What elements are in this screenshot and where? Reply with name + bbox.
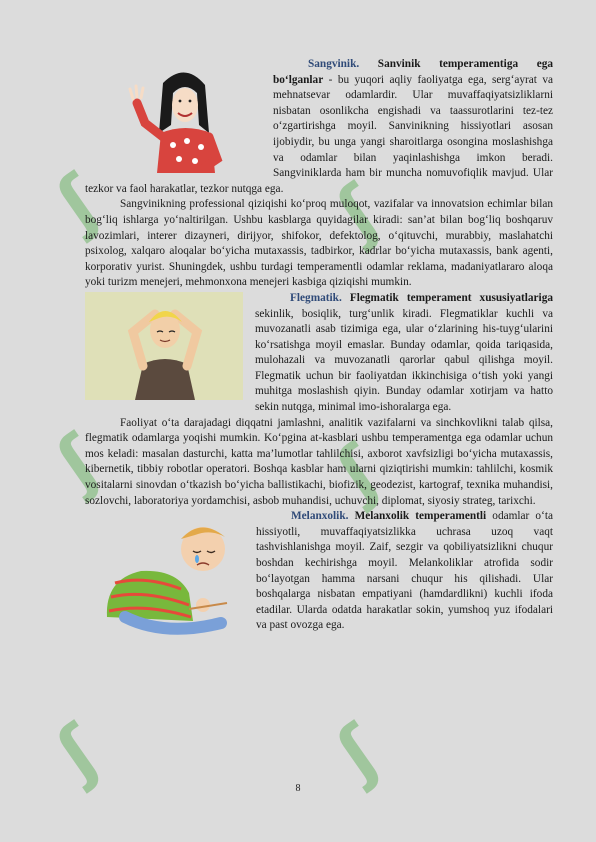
svg-text:ʃ: ʃ <box>42 420 114 504</box>
svg-text:ʃ: ʃ <box>322 170 394 254</box>
melancholic-heading: Melanxolik. <box>291 510 349 523</box>
sanguine-text: - bu yuqori aqliy faoliyatga ega, serg‘ayrat va mehnatsevar odamlardir. Ular muvaffaqiyatsizliklarni nisbatan osonlikcha engishadi va taassurotlarini tez-tez o‘zgartirishga moyil. Sanvinikning hissiyotlari asosan ijobiydir, bu unga yangi sharoitlarga osongina moslashishga va odamlar bilan yaqinlashishga imkon beradi. Sangviniklarda ham bir muncha nomuvofiqlik mavjud. Ular tezkor va faol harakatlar, tezkor nutqga ega. <box>85 73 553 195</box>
phlegmatic-man-illustration <box>85 292 243 400</box>
phlegmatic-heading: Flegmatik. <box>290 291 342 304</box>
sanguine-heading: Sangvinik. <box>308 58 360 70</box>
sanguine-bold-lead: Sanvinik temperamentiga ega bo‘lganlar <box>273 58 554 86</box>
sanguine-girl-illustration <box>115 63 245 173</box>
sanguine-paragraph-2: Sangvinikning professional qiziqishi ko‘proq muloqot, vazifalar va innovatsion echimlar bilan bog‘liq ishlarga yo‘naltirilgan. Ushbu kasblarga quyidagilar kiradi: san’at bilan bog‘liq boshqaruv lavozimlari, interer dizayneri, dirijyor, shifokor, defektolog, o‘qituvchi, murabbiy, maslahatchi psixolog, xalqaro aloqalar bo‘yicha mutaxassis, tadbirkor, kadrlar bo‘yicha mutaxassis, bank agenti, korporativ yurist. Shuningdek, ushbu turdagi temperamentli odamlar reklama, madaniyatlararo aloqa yoki turizm menejeri, mehmonxona menejeri kasbiga qiziqishi mumkin. <box>85 198 553 289</box>
svg-text:ʃ: ʃ <box>42 710 114 794</box>
page-number: 8 <box>295 783 301 794</box>
svg-text:ʃ: ʃ <box>42 160 114 244</box>
phlegmatic-text: sekinlik, bosiqlik, turg‘unlik kiradi. Flegmatiklar kuchli va muvozanatli asab tizimiga ega, ular o‘zlarining his-tuyg‘ularini ko‘rsatishga moyil emaslar. Bunday odamlar, qoida tariqasida, mulohazali va muvozanatli qarorlar qabul qilishga moyil. Flegmatik uchun bir faoliyatdan ikkinchisiga o‘tish yoki yangi muhitga moslashish qiyin. Bunday odamlar xotirjam va hatto sekin nutqga, minimal imo-ishoralarga ega. <box>255 307 553 414</box>
phlegmatic-bold-lead: Flegmatik temperament xususiyatlariga <box>349 291 553 304</box>
document-body <box>85 57 553 641</box>
svg-text:ʃ: ʃ <box>322 430 394 514</box>
phlegmatic-paragraph-2: Faoliyat o‘ta darajadagi diqqatni jamlashni, analitik vazifalarni va sinchkovlikni talab qilsa, flegmatik odamlarga yoqishi mumkin. Ko‘pgina at-kasblari ushbu temperamentga ega odamlar uchun mos keladi: masalan dasturchi, katta ma’lumotlar tahlilchisi, axborot xavfsizligi bo‘yicha mutaxassis, kibernetik, tibbiy robotlar operatori. Boshqa kasblar ham ularni qiziqtirishi mumkin: tahlilchi, kosmik vositalarni sinovdan o‘tkazish bo‘yicha ballistikachi, biofizik, geodezist, kartograf, texnika muhandisi, sozlovchi, laboratoriya yordamchisi, asbob muhandisi, uchuvchi, diplomat, siyosiy strateg, tarixchi. <box>85 416 553 507</box>
melancholic-bold-lead: Melanxolik temperamentli <box>354 510 487 523</box>
melancholic-child-illustration <box>85 509 240 639</box>
melancholic-text: odamlar o‘ta hissiyotli, muvaffaqiyatsizlikka uchrasa uzoq vaqt tashvishlanishga moyil. Zaif, sezgir va qobiliyatsizlikni chuqur boshdan kechirishga moyil. Melankoliklar atrofida sodir bo‘layotgan hamma narsani chuqur his qilishadi. Ular boshqalarga nisbatan empatiyani (hamdardlikni) kuchli ifoda etadilar. Ularda odatda harakatlar sokin, yumshoq yuz ifodalari va past ovozga ega. <box>256 510 553 632</box>
svg-text:ʃ: ʃ <box>322 710 394 794</box>
